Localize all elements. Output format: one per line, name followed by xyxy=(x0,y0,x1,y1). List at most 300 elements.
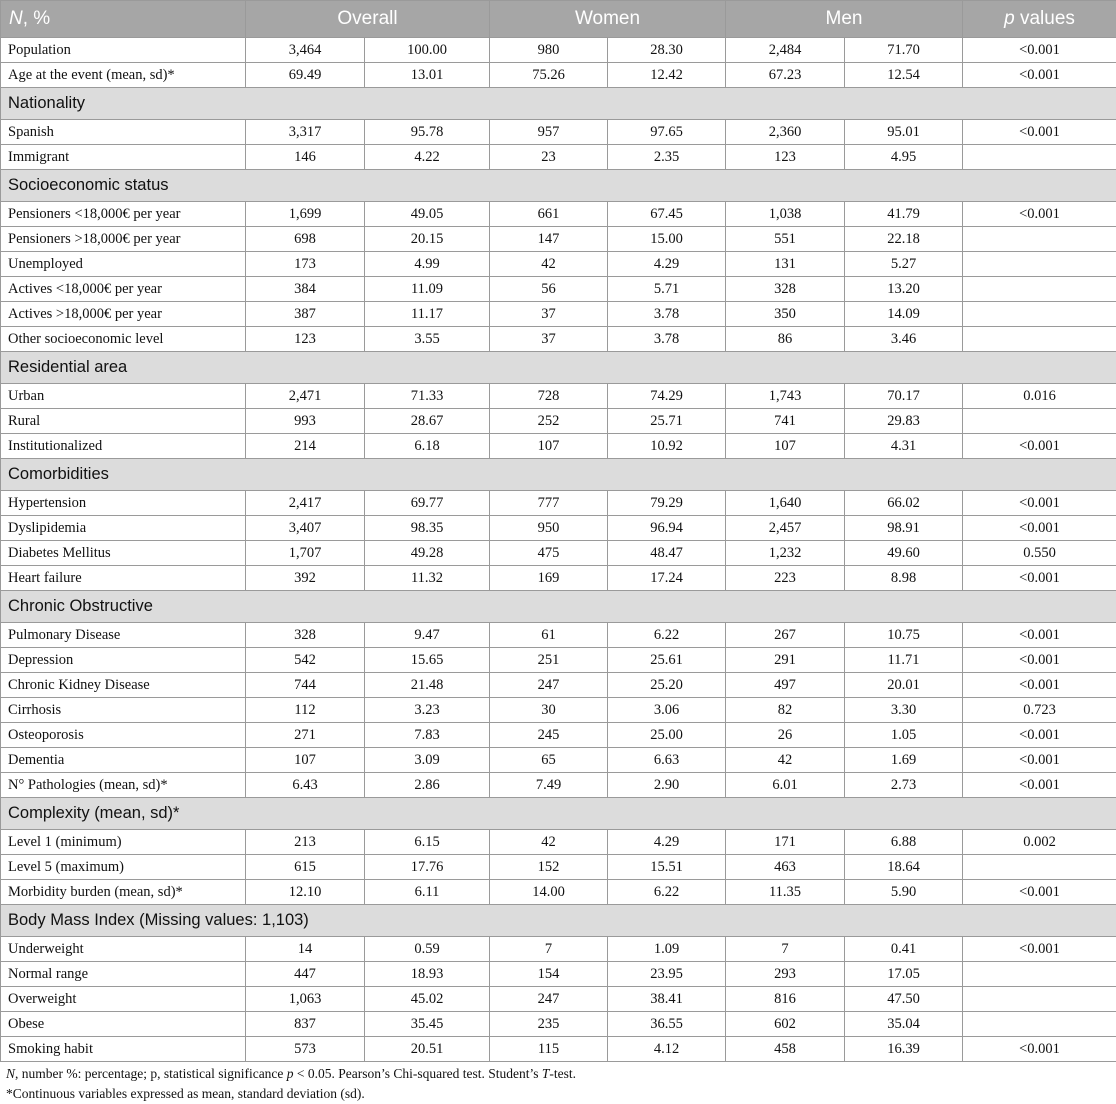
table-cell: 146 xyxy=(246,145,365,170)
table-row xyxy=(1,120,1116,145)
table-header-row xyxy=(1,1,1116,38)
table-cell: <0.001 xyxy=(963,773,1116,798)
table-cell: 213 xyxy=(246,830,365,855)
table-cell: 744 xyxy=(246,673,365,698)
table-cell: 7 xyxy=(726,937,845,962)
table-cell: 56 xyxy=(490,277,608,302)
table-cell: <0.001 xyxy=(963,748,1116,773)
table-cell: 463 xyxy=(726,855,845,880)
section-row xyxy=(1,170,1116,202)
table-cell: 837 xyxy=(246,1012,365,1037)
table-cell: 252 xyxy=(490,409,608,434)
table-cell: 2,471 xyxy=(246,384,365,409)
section-title: Body Mass Index (Missing values: 1,103) xyxy=(1,905,1116,937)
row-label: Rural xyxy=(1,409,246,434)
row-label: Morbidity burden (mean, sd)* xyxy=(1,880,246,905)
footnote-continuous: *Continuous variables expressed as mean, standard deviation (sd). xyxy=(6,1086,365,1101)
header-women: Women xyxy=(490,1,726,38)
row-label: Unemployed xyxy=(1,252,246,277)
table-cell: 573 xyxy=(246,1037,365,1062)
table-cell: 6.63 xyxy=(608,748,726,773)
table-cell: 20.01 xyxy=(845,673,963,698)
section-row xyxy=(1,591,1116,623)
table-cell: 20.51 xyxy=(365,1037,490,1062)
table-cell: 97.65 xyxy=(608,120,726,145)
table-cell: 28.67 xyxy=(365,409,490,434)
table-cell: 6.18 xyxy=(365,434,490,459)
table-cell: 6.11 xyxy=(365,880,490,905)
table-cell: <0.001 xyxy=(963,516,1116,541)
table-row xyxy=(1,202,1116,227)
table-cell: 107 xyxy=(490,434,608,459)
table-cell: 14.00 xyxy=(490,880,608,905)
table-cell: 6.88 xyxy=(845,830,963,855)
table-cell xyxy=(963,987,1116,1012)
header-men: Men xyxy=(726,1,963,38)
table-cell: <0.001 xyxy=(963,202,1116,227)
table-cell: 69.77 xyxy=(365,491,490,516)
table-row xyxy=(1,327,1116,352)
table-row xyxy=(1,227,1116,252)
table-cell: 661 xyxy=(490,202,608,227)
table-cell: 42 xyxy=(726,748,845,773)
row-label: Diabetes Mellitus xyxy=(1,541,246,566)
table-cell: 12.10 xyxy=(246,880,365,905)
table-row xyxy=(1,855,1116,880)
table-cell: 71.33 xyxy=(365,384,490,409)
table-cell: 3.46 xyxy=(845,327,963,352)
table-cell: <0.001 xyxy=(963,434,1116,459)
table-cell: 107 xyxy=(246,748,365,773)
table-cell: 131 xyxy=(726,252,845,277)
table-cell: 3.78 xyxy=(608,302,726,327)
table-row xyxy=(1,541,1116,566)
table-cell: 4.22 xyxy=(365,145,490,170)
table-cell: 37 xyxy=(490,327,608,352)
table-cell: 15.51 xyxy=(608,855,726,880)
table-cell: 70.17 xyxy=(845,384,963,409)
table-cell: 25.20 xyxy=(608,673,726,698)
table-cell: 1.05 xyxy=(845,723,963,748)
table-row xyxy=(1,830,1116,855)
table-cell: 6.22 xyxy=(608,880,726,905)
table-cell: 542 xyxy=(246,648,365,673)
table-cell: 42 xyxy=(490,252,608,277)
table-cell: 23 xyxy=(490,145,608,170)
table-row xyxy=(1,409,1116,434)
table-cell: 67.45 xyxy=(608,202,726,227)
table-cell: 26 xyxy=(726,723,845,748)
table-cell: 3.55 xyxy=(365,327,490,352)
footnote-abbreviations: N, number %: percentage; p, statistical significance p < 0.05. Pearson’s Chi-squared test. Student’s T-test. xyxy=(6,1066,577,1081)
table-cell: 251 xyxy=(490,648,608,673)
table-cell: 75.26 xyxy=(490,63,608,88)
row-label: Osteoporosis xyxy=(1,723,246,748)
table-cell: 152 xyxy=(490,855,608,880)
table-cell xyxy=(963,1012,1116,1037)
table-cell: <0.001 xyxy=(963,491,1116,516)
table-cell: 3.09 xyxy=(365,748,490,773)
section-title: Residential area xyxy=(1,352,1116,384)
table-cell: 993 xyxy=(246,409,365,434)
table-cell: 980 xyxy=(490,38,608,63)
row-label: Institutionalized xyxy=(1,434,246,459)
table-cell: <0.001 xyxy=(963,623,1116,648)
table-cell: 18.64 xyxy=(845,855,963,880)
table-row xyxy=(1,145,1116,170)
table-cell: 11.09 xyxy=(365,277,490,302)
table-cell: 247 xyxy=(490,673,608,698)
table-cell: 29.83 xyxy=(845,409,963,434)
header-overall: Overall xyxy=(246,1,490,38)
table-cell: 1,063 xyxy=(246,987,365,1012)
table-cell: 5.27 xyxy=(845,252,963,277)
table-cell: 3.30 xyxy=(845,698,963,723)
table-cell: 214 xyxy=(246,434,365,459)
row-label: Other socioeconomic level xyxy=(1,327,246,352)
section-title: Complexity (mean, sd)* xyxy=(1,798,1116,830)
row-label: Level 1 (minimum) xyxy=(1,830,246,855)
row-label: Age at the event (mean, sd)* xyxy=(1,63,246,88)
table-cell: 65 xyxy=(490,748,608,773)
row-label: Pensioners >18,000€ per year xyxy=(1,227,246,252)
table-row xyxy=(1,773,1116,798)
table-cell: 41.79 xyxy=(845,202,963,227)
table-row xyxy=(1,623,1116,648)
table-row xyxy=(1,748,1116,773)
table-cell: 3.06 xyxy=(608,698,726,723)
table-cell: 458 xyxy=(726,1037,845,1062)
table-row xyxy=(1,880,1116,905)
table-cell: 4.12 xyxy=(608,1037,726,1062)
table-cell: 12.42 xyxy=(608,63,726,88)
table-cell: 95.01 xyxy=(845,120,963,145)
table-cell: 3.23 xyxy=(365,698,490,723)
section-title: Chronic Obstructive xyxy=(1,591,1116,623)
table-cell: 147 xyxy=(490,227,608,252)
table-cell: 777 xyxy=(490,491,608,516)
table-cell: 1,038 xyxy=(726,202,845,227)
table-cell: 5.71 xyxy=(608,277,726,302)
table-cell xyxy=(963,409,1116,434)
table-cell: 957 xyxy=(490,120,608,145)
table-cell: 25.61 xyxy=(608,648,726,673)
table-cell: 293 xyxy=(726,962,845,987)
table-cell: 9.47 xyxy=(365,623,490,648)
table-cell: <0.001 xyxy=(963,880,1116,905)
table-cell xyxy=(963,227,1116,252)
section-row xyxy=(1,352,1116,384)
row-label: Spanish xyxy=(1,120,246,145)
table-cell: 2,417 xyxy=(246,491,365,516)
table-cell: 98.35 xyxy=(365,516,490,541)
table-cell: 169 xyxy=(490,566,608,591)
table-row xyxy=(1,277,1116,302)
table-row xyxy=(1,566,1116,591)
row-label: N° Pathologies (mean, sd)* xyxy=(1,773,246,798)
table-cell: 48.47 xyxy=(608,541,726,566)
table-row xyxy=(1,673,1116,698)
row-label: Heart failure xyxy=(1,566,246,591)
table-cell: 350 xyxy=(726,302,845,327)
row-label: Obese xyxy=(1,1012,246,1037)
table-cell: 20.15 xyxy=(365,227,490,252)
table-cell: 1.09 xyxy=(608,937,726,962)
table-cell: 447 xyxy=(246,962,365,987)
table-cell: 728 xyxy=(490,384,608,409)
table-cell: 3,407 xyxy=(246,516,365,541)
table-cell: 69.49 xyxy=(246,63,365,88)
table-cell: 6.15 xyxy=(365,830,490,855)
table-cell: 154 xyxy=(490,962,608,987)
table-cell: <0.001 xyxy=(963,1037,1116,1062)
table-cell: 18.93 xyxy=(365,962,490,987)
table-cell: 0.550 xyxy=(963,541,1116,566)
table-cell: 4.31 xyxy=(845,434,963,459)
section-title: Nationality xyxy=(1,88,1116,120)
table-cell: 3,317 xyxy=(246,120,365,145)
table-row xyxy=(1,252,1116,277)
row-label: Pensioners <18,000€ per year xyxy=(1,202,246,227)
row-label: Actives <18,000€ per year xyxy=(1,277,246,302)
table-cell xyxy=(963,962,1116,987)
table-cell: 38.41 xyxy=(608,987,726,1012)
table-cell: 816 xyxy=(726,987,845,1012)
table-cell: 0.723 xyxy=(963,698,1116,723)
table-row xyxy=(1,937,1116,962)
table-cell: 49.28 xyxy=(365,541,490,566)
table-cell: 7.83 xyxy=(365,723,490,748)
table-cell: 95.78 xyxy=(365,120,490,145)
table-cell: 0.016 xyxy=(963,384,1116,409)
table-cell: 6.22 xyxy=(608,623,726,648)
table-cell: <0.001 xyxy=(963,723,1116,748)
table-cell: 123 xyxy=(246,327,365,352)
table-row xyxy=(1,63,1116,88)
table-cell xyxy=(963,252,1116,277)
table-cell: 12.54 xyxy=(845,63,963,88)
table-cell: 45.02 xyxy=(365,987,490,1012)
table-cell: 49.05 xyxy=(365,202,490,227)
row-label: Smoking habit xyxy=(1,1037,246,1062)
table-row xyxy=(1,962,1116,987)
table-cell: 10.75 xyxy=(845,623,963,648)
table-cell: 1,232 xyxy=(726,541,845,566)
table-cell: 17.05 xyxy=(845,962,963,987)
table-cell: 7 xyxy=(490,937,608,962)
table-cell: 79.29 xyxy=(608,491,726,516)
table-cell: 17.76 xyxy=(365,855,490,880)
table-cell: 4.29 xyxy=(608,830,726,855)
table-row xyxy=(1,491,1116,516)
table-cell: 21.48 xyxy=(365,673,490,698)
table-cell: <0.001 xyxy=(963,120,1116,145)
table-cell: 86 xyxy=(726,327,845,352)
table-cell: 392 xyxy=(246,566,365,591)
table-row xyxy=(1,302,1116,327)
table-cell: 0.59 xyxy=(365,937,490,962)
row-label: Dyslipidemia xyxy=(1,516,246,541)
table-cell: 25.00 xyxy=(608,723,726,748)
table-cell: 115 xyxy=(490,1037,608,1062)
section-row xyxy=(1,798,1116,830)
table-cell xyxy=(963,327,1116,352)
table-cell: 1.69 xyxy=(845,748,963,773)
table-cell: 3,464 xyxy=(246,38,365,63)
table-cell: 171 xyxy=(726,830,845,855)
table-cell: 11.71 xyxy=(845,648,963,673)
table-cell: 7.49 xyxy=(490,773,608,798)
row-label: Overweight xyxy=(1,987,246,1012)
table-cell: 698 xyxy=(246,227,365,252)
table-cell xyxy=(963,855,1116,880)
row-label: Normal range xyxy=(1,962,246,987)
table-cell: 235 xyxy=(490,1012,608,1037)
table-cell: 42 xyxy=(490,830,608,855)
table-cell: 74.29 xyxy=(608,384,726,409)
table-cell: 950 xyxy=(490,516,608,541)
table-cell: <0.001 xyxy=(963,38,1116,63)
table-cell: 475 xyxy=(490,541,608,566)
table-row xyxy=(1,434,1116,459)
table-cell: 11.32 xyxy=(365,566,490,591)
table-cell: <0.001 xyxy=(963,566,1116,591)
table-cell: 247 xyxy=(490,987,608,1012)
row-label: Pulmonary Disease xyxy=(1,623,246,648)
table-cell: 291 xyxy=(726,648,845,673)
table-cell: 2,457 xyxy=(726,516,845,541)
table-row xyxy=(1,987,1116,1012)
table-cell: 37 xyxy=(490,302,608,327)
table-cell: 17.24 xyxy=(608,566,726,591)
table-cell: 66.02 xyxy=(845,491,963,516)
table-cell: 271 xyxy=(246,723,365,748)
table-cell: 112 xyxy=(246,698,365,723)
table-cell: 11.35 xyxy=(726,880,845,905)
row-label: Immigrant xyxy=(1,145,246,170)
table-cell: 8.98 xyxy=(845,566,963,591)
table-cell: 3.78 xyxy=(608,327,726,352)
table-cell: 49.60 xyxy=(845,541,963,566)
table-cell: 98.91 xyxy=(845,516,963,541)
table-row xyxy=(1,38,1116,63)
row-label: Hypertension xyxy=(1,491,246,516)
header-p-values: p values xyxy=(963,1,1116,38)
table-cell: 1,707 xyxy=(246,541,365,566)
table-cell xyxy=(963,145,1116,170)
table-cell xyxy=(963,302,1116,327)
table-cell: 61 xyxy=(490,623,608,648)
table-row xyxy=(1,723,1116,748)
table-cell: 82 xyxy=(726,698,845,723)
table-cell: 16.39 xyxy=(845,1037,963,1062)
table-cell: 25.71 xyxy=(608,409,726,434)
row-label: Cirrhosis xyxy=(1,698,246,723)
table-cell: 267 xyxy=(726,623,845,648)
table-row xyxy=(1,698,1116,723)
table-cell: 5.90 xyxy=(845,880,963,905)
table-cell: 551 xyxy=(726,227,845,252)
table-cell: 23.95 xyxy=(608,962,726,987)
table-cell: 741 xyxy=(726,409,845,434)
header-n-percent: N, % xyxy=(1,1,246,38)
table-cell: 4.29 xyxy=(608,252,726,277)
row-label: Dementia xyxy=(1,748,246,773)
section-row xyxy=(1,88,1116,120)
table-cell: <0.001 xyxy=(963,673,1116,698)
table-cell: 22.18 xyxy=(845,227,963,252)
table-cell: <0.001 xyxy=(963,937,1116,962)
table-cell: 35.04 xyxy=(845,1012,963,1037)
table-cell: 223 xyxy=(726,566,845,591)
table-cell: 107 xyxy=(726,434,845,459)
table-cell: 13.20 xyxy=(845,277,963,302)
row-label: Chronic Kidney Disease xyxy=(1,673,246,698)
table-cell: 10.92 xyxy=(608,434,726,459)
table-cell: 6.01 xyxy=(726,773,845,798)
table-cell: 602 xyxy=(726,1012,845,1037)
table-cell: 615 xyxy=(246,855,365,880)
table-cell: 2,360 xyxy=(726,120,845,145)
table-row xyxy=(1,1012,1116,1037)
table-cell: 1,699 xyxy=(246,202,365,227)
table-cell: 4.95 xyxy=(845,145,963,170)
table-cell: 2,484 xyxy=(726,38,845,63)
table-cell: 35.45 xyxy=(365,1012,490,1037)
table-cell: 67.23 xyxy=(726,63,845,88)
table-cell: 497 xyxy=(726,673,845,698)
table-row xyxy=(1,1037,1116,1062)
table-cell: 245 xyxy=(490,723,608,748)
table-cell: 30 xyxy=(490,698,608,723)
row-label: Actives >18,000€ per year xyxy=(1,302,246,327)
table-cell: 14.09 xyxy=(845,302,963,327)
table-row xyxy=(1,648,1116,673)
table-cell: 15.00 xyxy=(608,227,726,252)
table-cell: 36.55 xyxy=(608,1012,726,1037)
table-cell: 0.002 xyxy=(963,830,1116,855)
table-cell: 173 xyxy=(246,252,365,277)
table-cell: 328 xyxy=(246,623,365,648)
section-title: Comorbidities xyxy=(1,459,1116,491)
table-cell xyxy=(963,277,1116,302)
row-label: Population xyxy=(1,38,246,63)
table-cell: <0.001 xyxy=(963,648,1116,673)
table-cell: 2.73 xyxy=(845,773,963,798)
table-cell: 13.01 xyxy=(365,63,490,88)
section-row xyxy=(1,459,1116,491)
section-row xyxy=(1,905,1116,937)
table-cell: 2.35 xyxy=(608,145,726,170)
table-cell: 6.43 xyxy=(246,773,365,798)
table-cell: 328 xyxy=(726,277,845,302)
table-cell: 384 xyxy=(246,277,365,302)
table-cell: 11.17 xyxy=(365,302,490,327)
table-cell: 1,640 xyxy=(726,491,845,516)
row-label: Depression xyxy=(1,648,246,673)
section-title: Socioeconomic status xyxy=(1,170,1116,202)
table-row xyxy=(1,516,1116,541)
table-body xyxy=(1,38,1116,1062)
table-cell: 14 xyxy=(246,937,365,962)
table-cell: 4.99 xyxy=(365,252,490,277)
table-cell: 2.86 xyxy=(365,773,490,798)
table-cell: 96.94 xyxy=(608,516,726,541)
row-label: Level 5 (maximum) xyxy=(1,855,246,880)
row-label: Urban xyxy=(1,384,246,409)
table-cell: 100.00 xyxy=(365,38,490,63)
table-cell: 1,743 xyxy=(726,384,845,409)
